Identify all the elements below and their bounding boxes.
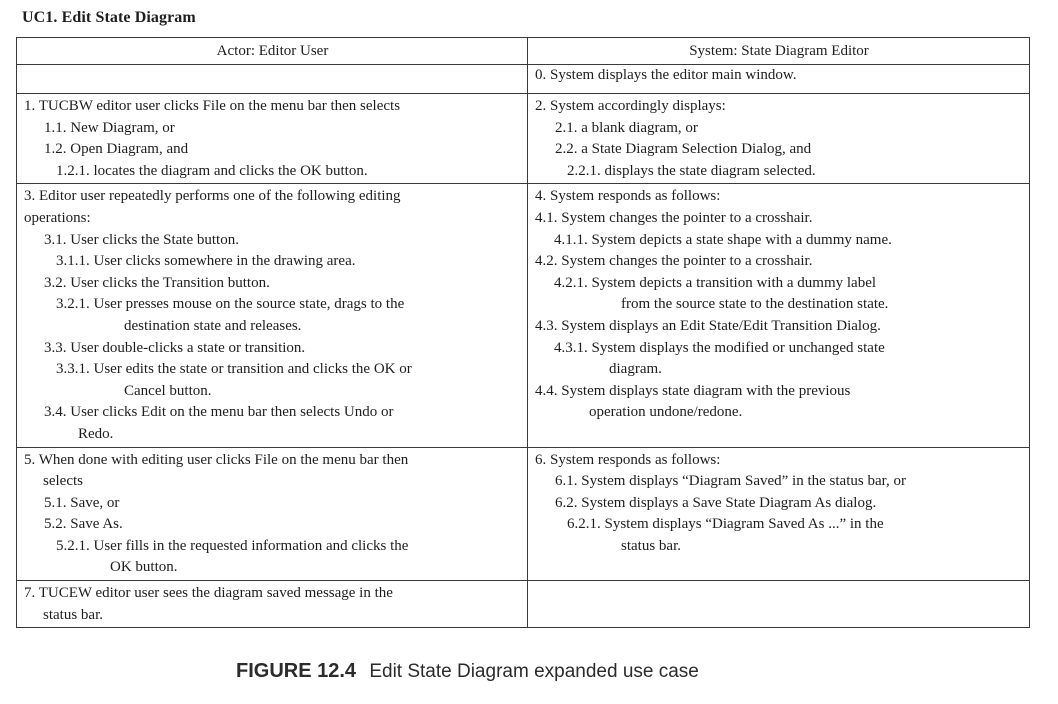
- table-row: [17, 184, 1030, 447]
- system-cell: [528, 581, 1030, 628]
- step-line: destination state and releases.: [124, 317, 302, 334]
- step-line: 5. When done with editing user clicks File on the menu bar then: [24, 451, 409, 468]
- step-line: 6. System responds as follows:: [535, 451, 721, 468]
- step-line: Redo.: [78, 425, 114, 442]
- table-row: [17, 581, 1030, 628]
- system-cell: [528, 94, 1030, 184]
- step-line: selects: [43, 473, 83, 490]
- table-row: [17, 65, 1030, 94]
- step-line: 3.3.1. User edits the state or transition and clicks the OK or: [56, 361, 412, 378]
- step-line: 3.2.1. User presses mouse on the source state, drags to the: [56, 296, 405, 313]
- step-line: operations:: [24, 209, 91, 226]
- header-row: [17, 38, 1030, 65]
- use-case-title: UC1. Edit State Diagram: [22, 9, 196, 26]
- table-row: [17, 447, 1030, 581]
- figure-caption-text: Edit State Diagram expanded use case: [369, 661, 699, 682]
- step-line: 2.1. a blank diagram, or: [555, 119, 698, 136]
- step-line: 6.2. System displays a Save State Diagram As dialog.: [555, 494, 877, 511]
- system-column-header: System: State Diagram Editor: [528, 38, 1030, 65]
- step-line: 1. TUCBW editor user clicks File on the menu bar then selects: [24, 98, 401, 114]
- step-line: 3.4. User clicks Edit on the menu bar then selects Undo or: [44, 404, 394, 421]
- system-cell: [528, 65, 1030, 94]
- actor-cell: [17, 447, 528, 581]
- actor-cell: [17, 581, 528, 628]
- step-line: 4.1.1. System depicts a state shape with a dummy name.: [554, 231, 892, 248]
- step-line: 3.2. User clicks the Transition button.: [44, 274, 270, 291]
- step-line: OK button.: [110, 559, 178, 576]
- step-line: diagram.: [609, 361, 662, 378]
- step-line: 4.2. System changes the pointer to a crosshair.: [535, 253, 813, 270]
- actor-cell: [17, 94, 528, 184]
- step-line: 3.3. User double-clicks a state or transition.: [44, 339, 306, 356]
- actor-column-header: Actor: Editor User: [17, 38, 528, 65]
- step-line: 1.1. New Diagram, or: [44, 119, 175, 136]
- step-line: 5.1. Save, or: [44, 494, 120, 511]
- step-line: 1.2.1. locates the diagram and clicks the OK button.: [56, 162, 368, 179]
- step-line: 2. System accordingly displays:: [535, 98, 726, 114]
- figure-label: FIGURE 12.4: [236, 660, 357, 682]
- step-line: 7. TUCEW editor user sees the diagram saved message in the: [24, 585, 393, 602]
- figure-caption: [236, 660, 699, 683]
- step-line: 4.2.1. System depicts a transition with a dummy label: [554, 274, 877, 291]
- step-line: 3. Editor user repeatedly performs one of the following editing: [24, 188, 401, 205]
- step-line: 0. System displays the editor main window.: [535, 67, 797, 83]
- system-cell: [528, 447, 1030, 581]
- step-line: status bar.: [43, 606, 103, 623]
- actor-cell: [17, 65, 528, 94]
- step-line: 2.2.1. displays the state diagram selected.: [567, 162, 816, 179]
- step-line: 5.2. Save As.: [44, 516, 123, 533]
- step-line: 3.1.1. User clicks somewhere in the drawing area.: [56, 253, 356, 270]
- step-line: operation undone/redone.: [589, 404, 743, 421]
- step-line: 4.1. System changes the pointer to a crosshair.: [535, 209, 813, 226]
- use-case-table: [16, 37, 1030, 628]
- step-line: 4.4. System displays state diagram with the previous: [535, 382, 851, 399]
- step-line: 5.2.1. User fills in the requested information and clicks the: [56, 537, 409, 554]
- step-line: 3.1. User clicks the State button.: [44, 231, 239, 248]
- step-line: 4. System responds as follows:: [535, 188, 721, 205]
- step-line: 2.2. a State Diagram Selection Dialog, and: [555, 141, 812, 158]
- step-line: 6.1. System displays “Diagram Saved” in the status bar, or: [555, 473, 906, 490]
- step-line: from the source state to the destination state.: [621, 296, 889, 313]
- step-line: Cancel button.: [124, 382, 212, 399]
- step-line: 6.2.1. System displays “Diagram Saved As ...” in the: [567, 516, 884, 533]
- system-cell: [528, 184, 1030, 447]
- step-line: 4.3.1. System displays the modified or unchanged state: [554, 339, 885, 356]
- step-line: 1.2. Open Diagram, and: [44, 141, 189, 158]
- table-row: [17, 94, 1030, 184]
- step-line: 4.3. System displays an Edit State/Edit Transition Dialog.: [535, 317, 881, 334]
- actor-cell: [17, 184, 528, 447]
- step-line: status bar.: [621, 537, 681, 554]
